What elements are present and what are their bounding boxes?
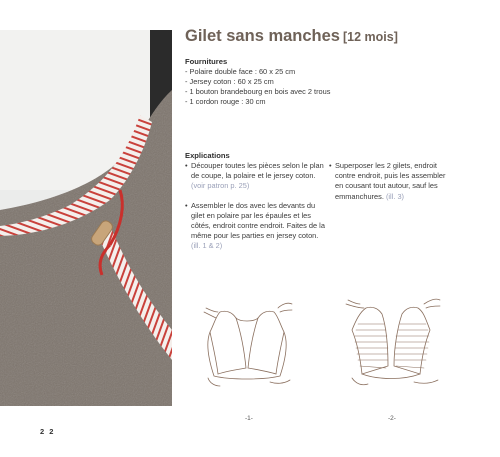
vest-sketch-2 bbox=[338, 296, 443, 392]
vest-photo bbox=[0, 30, 172, 406]
list-item: - 1 cordon rouge : 30 cm bbox=[185, 97, 266, 106]
list-item: - 1 bouton brandebourg en bois avec 2 trous bbox=[185, 87, 331, 96]
pattern-reference: (voir patron p. 25) bbox=[191, 181, 250, 191]
illustration-caption-2: -2- bbox=[388, 415, 396, 422]
explications-col2 bbox=[329, 161, 454, 211]
list-item: - Polaire double face : 60 x 25 cm bbox=[185, 67, 296, 76]
fournitures-list bbox=[185, 67, 330, 107]
illustration-reference: (ill. 1 & 2) bbox=[191, 241, 223, 251]
list-item: • Superposer les 2 gilets, endroit contre endroit, puis les assembler en cousant tout autour, sauf les emmanchures. (ill. 3) bbox=[329, 161, 454, 202]
illustration-reference: (ill. 3) bbox=[385, 191, 405, 201]
explications-heading: Explications bbox=[185, 151, 230, 160]
explications-col1 bbox=[185, 161, 325, 261]
vest-sketch-1 bbox=[200, 298, 295, 390]
illustration-caption-1: -1- bbox=[245, 415, 253, 422]
page-title: Gilet sans manches [12 mois] bbox=[185, 27, 398, 45]
list-item: - Jersey coton : 60 x 25 cm bbox=[185, 77, 274, 86]
list-item: • Assembler le dos avec les devants du gilet en polaire par les épaules et les côtés, endroit contre endroit. Faites de la même pour les parties en jersey coton. (ill. 1 & 2) bbox=[185, 201, 325, 252]
page-number: 2 2 bbox=[40, 427, 55, 436]
title-age: [12 mois] bbox=[343, 30, 398, 44]
fournitures-heading: Fournitures bbox=[185, 57, 228, 66]
list-item: • Découper toutes les pièces selon le plan de coupe, la polaire et le jersey coton. (voir patron p. 25) bbox=[185, 161, 325, 192]
